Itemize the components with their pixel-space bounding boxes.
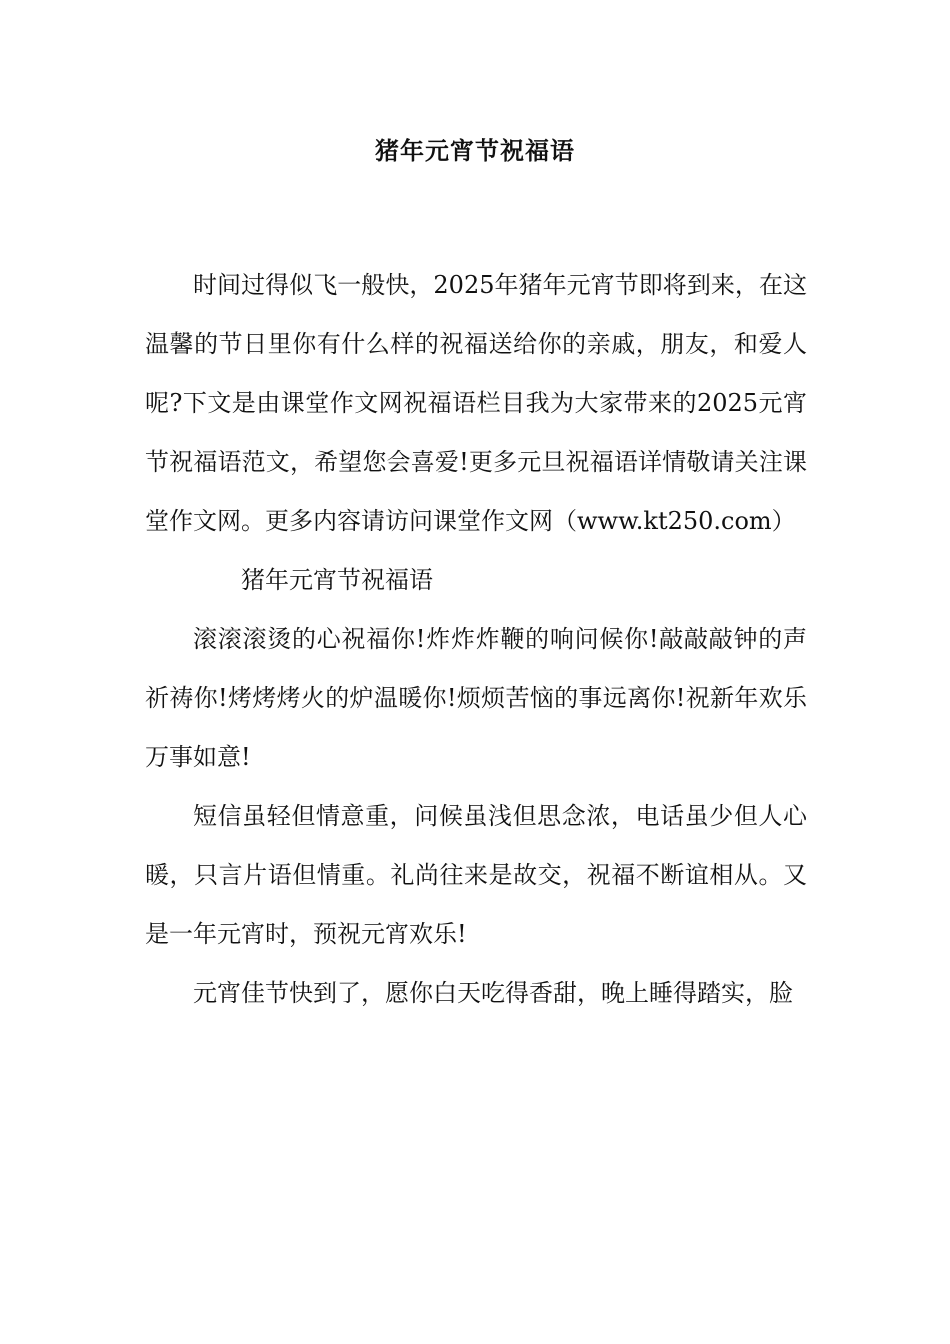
section-subheading: 猪年元宵节祝福语 bbox=[241, 566, 433, 594]
greeting-paragraph-1: 滚滚滚烫的心祝福你!炸炸炸鞭的响问候你!敲敲敲钟的声祈祷你!烤烤烤火的炉温暖你!烦烦苦恼的事远离你!祝新年欢乐万事如意! bbox=[145, 625, 807, 771]
greeting-paragraph-3: 元宵佳节快到了，愿你白天吃得香甜，晚上睡得踏实，脸 bbox=[193, 979, 793, 1007]
greeting-paragraph-2: 短信虽轻但情意重，问候虽浅但思念浓，电话虽少但人心暖，只言片语但情重。礼尚往来是故交，祝福不断谊相从。又是一年元宵时，预祝元宵欢乐! bbox=[145, 802, 807, 948]
document-title: 猪年元宵节祝福语 bbox=[375, 136, 575, 165]
intro-paragraph: 时间过得似飞一般快，2025年猪年元宵节即将到来，在这温馨的节日里你有什么样的祝福送给你的亲戚，朋友，和爱人呢?下文是由课堂作文网祝福语栏目我为大家带来的2025元宵节祝福语范文，希望您会喜爱!更多元旦祝福语详情敬请关注课堂作文网。更多内容请访问课堂作文网（www.kt250.com） bbox=[145, 271, 807, 535]
document-body bbox=[145, 256, 807, 1023]
